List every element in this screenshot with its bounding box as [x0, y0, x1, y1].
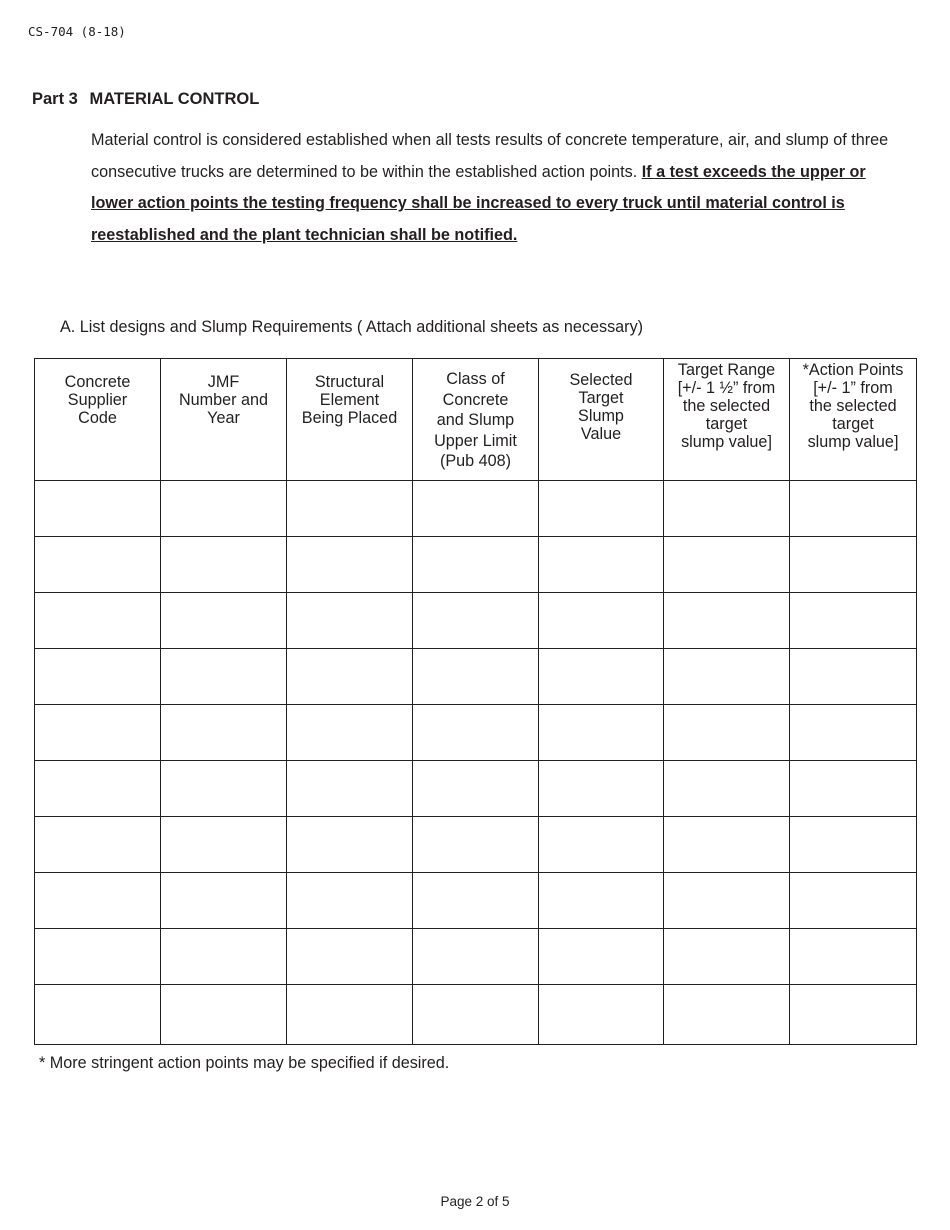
table-cell[interactable] [35, 929, 161, 985]
table-cell[interactable] [35, 593, 161, 649]
column-header-supplier-code: Concrete Supplier Code [35, 359, 161, 481]
part-heading: MATERIAL CONTROL [89, 90, 260, 108]
table-cell[interactable] [664, 649, 790, 705]
table-cell[interactable] [790, 817, 917, 873]
table-cell[interactable] [287, 593, 413, 649]
table-row [35, 593, 917, 649]
table-row [35, 705, 917, 761]
table-cell[interactable] [287, 649, 413, 705]
table-cell[interactable] [790, 873, 917, 929]
table-cell[interactable] [790, 481, 917, 537]
column-header-target-slump: Selected Target Slump Value [539, 359, 664, 481]
table-cell[interactable] [664, 537, 790, 593]
table-cell[interactable] [161, 593, 287, 649]
table-row [35, 985, 917, 1045]
table-cell[interactable] [35, 537, 161, 593]
table-cell[interactable] [413, 593, 539, 649]
table-cell[interactable] [790, 761, 917, 817]
table-cell[interactable] [161, 985, 287, 1045]
table-cell[interactable] [790, 593, 917, 649]
table-row [35, 817, 917, 873]
column-header-action-points: *Action Points [+/- 1” from the selected target slump value] [790, 359, 917, 481]
column-header-target-range: Target Range [+/- 1 ½” from the selected target slump value] [664, 359, 790, 481]
table-cell[interactable] [790, 537, 917, 593]
paragraph-text: Material control is considered established when all tests results of concrete temperature, air, and slump of three consecutive trucks are determined to be within the established action points. [91, 131, 889, 181]
section-a-label: A. List designs and Slump Requirements ( Attach additional sheets as necessary) [60, 318, 644, 336]
table-cell[interactable] [161, 649, 287, 705]
table-cell[interactable] [539, 593, 664, 649]
table-cell[interactable] [790, 649, 917, 705]
table-cell[interactable] [287, 985, 413, 1045]
table-cell[interactable] [413, 817, 539, 873]
table-cell[interactable] [287, 761, 413, 817]
column-header-jmf-number: JMF Number and Year [161, 359, 287, 481]
table-cell[interactable] [539, 481, 664, 537]
table-cell[interactable] [413, 481, 539, 537]
table-cell[interactable] [664, 929, 790, 985]
column-header-concrete-class: Class of Concrete and Slump Upper Limit (Pub 408) [413, 359, 539, 481]
table-cell[interactable] [287, 705, 413, 761]
table-cell[interactable] [539, 705, 664, 761]
table-cell[interactable] [413, 761, 539, 817]
form-code: CS-704 (8-18) [28, 24, 126, 39]
table-cell[interactable] [539, 761, 664, 817]
table-cell[interactable] [413, 985, 539, 1045]
table-cell[interactable] [413, 537, 539, 593]
part-number: Part 3 [32, 90, 78, 108]
table-cell[interactable] [413, 873, 539, 929]
table-cell[interactable] [539, 929, 664, 985]
table-cell[interactable] [161, 873, 287, 929]
table-cell[interactable] [161, 761, 287, 817]
table-cell[interactable] [413, 705, 539, 761]
table-cell[interactable] [161, 817, 287, 873]
table-cell[interactable] [664, 985, 790, 1045]
table-cell[interactable] [664, 481, 790, 537]
table-row [35, 537, 917, 593]
table-cell[interactable] [287, 481, 413, 537]
table-cell[interactable] [664, 593, 790, 649]
table-cell[interactable] [161, 537, 287, 593]
table-cell[interactable] [35, 481, 161, 537]
table-cell[interactable] [35, 649, 161, 705]
table-cell[interactable] [287, 929, 413, 985]
table-cell[interactable] [413, 929, 539, 985]
table-row [35, 481, 917, 537]
footnote: * More stringent action points may be specified if desired. [39, 1054, 450, 1072]
table-row [35, 873, 917, 929]
table-cell[interactable] [35, 817, 161, 873]
table-cell[interactable] [161, 481, 287, 537]
table-header-row [35, 359, 917, 481]
table-cell[interactable] [790, 929, 917, 985]
table-cell[interactable] [287, 537, 413, 593]
table-cell[interactable] [161, 929, 287, 985]
page-number: Page 2 of 5 [440, 1194, 510, 1209]
table-cell[interactable] [539, 537, 664, 593]
table-cell[interactable] [539, 649, 664, 705]
table-row [35, 929, 917, 985]
table-cell[interactable] [539, 985, 664, 1045]
slump-requirements-table [34, 358, 917, 1045]
table-row [35, 761, 917, 817]
column-header-structural-element: Structural Element Being Placed [287, 359, 413, 481]
table-cell[interactable] [664, 705, 790, 761]
table-cell[interactable] [35, 873, 161, 929]
table-cell[interactable] [35, 985, 161, 1045]
table-cell[interactable] [413, 649, 539, 705]
material-control-paragraph [91, 125, 901, 251]
table-cell[interactable] [539, 873, 664, 929]
table-cell[interactable] [790, 985, 917, 1045]
part-title [32, 90, 259, 109]
table-cell[interactable] [539, 817, 664, 873]
table-cell[interactable] [161, 705, 287, 761]
table-cell[interactable] [35, 761, 161, 817]
table-cell[interactable] [287, 817, 413, 873]
table-cell[interactable] [287, 873, 413, 929]
table-cell[interactable] [35, 705, 161, 761]
table-cell[interactable] [664, 817, 790, 873]
table-cell[interactable] [664, 761, 790, 817]
table-cell[interactable] [664, 873, 790, 929]
paragraph-emphasis: If a test exceeds the upper or lower action points the testing frequency shall be increased to every truck until material control is reestablished and the plant technician shall be notified. [91, 162, 866, 244]
table-row [35, 649, 917, 705]
table-cell[interactable] [790, 705, 917, 761]
